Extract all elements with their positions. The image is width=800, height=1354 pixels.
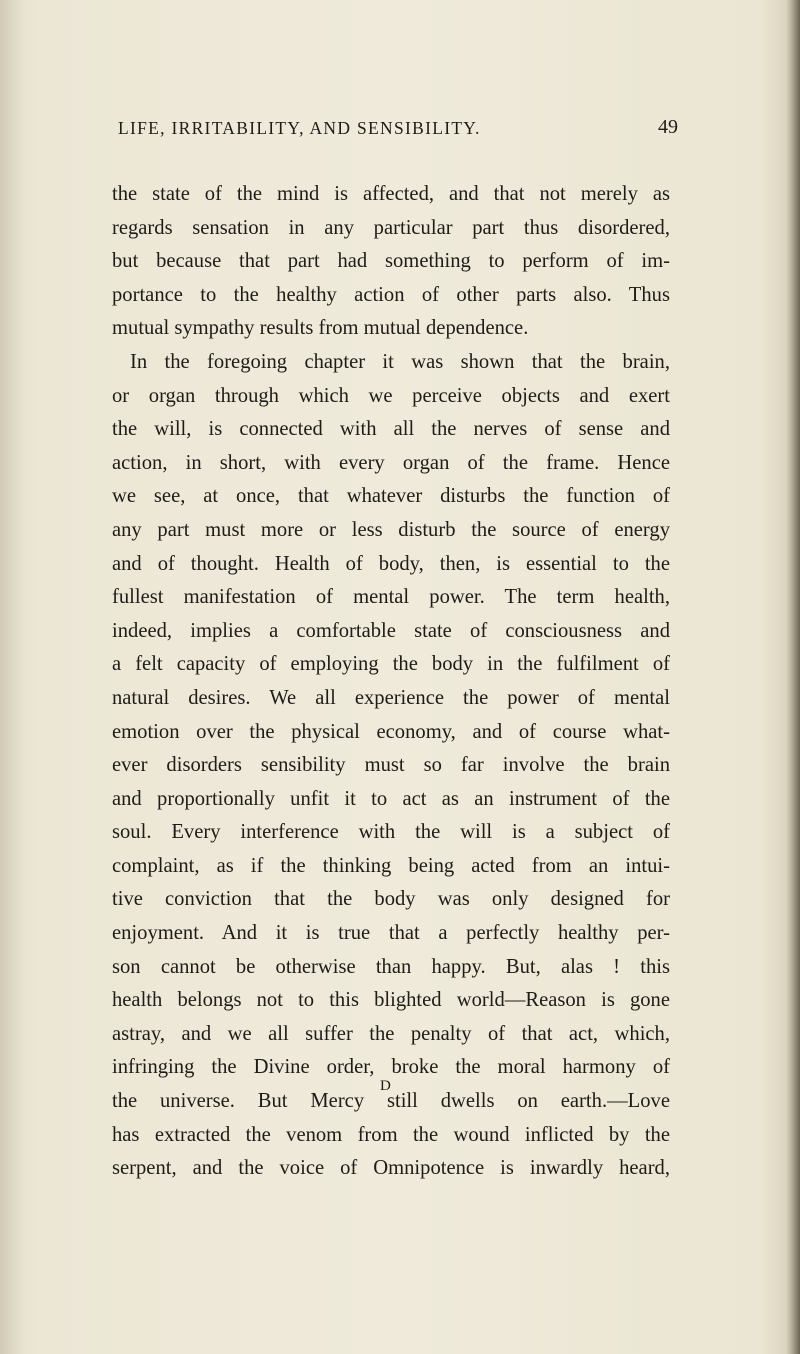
text-line: and proportionally unfit it to act as an instrument of the [112, 787, 670, 810]
running-head [118, 118, 678, 142]
text-line: action, in short, with every organ of the frame. Hence [112, 451, 670, 474]
text-line: ever disorders sensibility must so far involve the brain [112, 754, 670, 777]
text-line: soul. Every interference with the will is a subject of [112, 821, 670, 844]
page-edge-shadow [786, 0, 800, 1354]
text-line: portance to the healthy action of other parts also. Thus [112, 283, 670, 306]
text-line: any part must more or less disturb the source of energy [112, 518, 670, 541]
text-line: serpent, and the voice of Omnipotence is inwardly heard, [112, 1157, 670, 1180]
text-line: health belongs not to this blighted world—Reason is gone [112, 989, 670, 1012]
text-line: but because that part had something to perform of im- [112, 250, 670, 273]
text-line: regards sensation in any particular part thus disordered, [112, 216, 670, 239]
text-line: In the foregoing chapter it was shown that the brain, [130, 350, 670, 373]
page-number: 49 [658, 116, 678, 138]
text-line: and of thought. Health of body, then, is essential to the [112, 552, 670, 575]
text-line: we see, at once, that whatever disturbs the function of [112, 485, 670, 508]
text-line: enjoyment. And it is true that a perfectly healthy per- [112, 922, 670, 945]
text-line: tive conviction that the body was only designed for [112, 888, 670, 911]
signature-mark: D [380, 1078, 391, 1094]
text-line: fullest manifestation of mental power. The term health, [112, 586, 670, 609]
text-line: astray, and we all suffer the penalty of that act, which, [112, 1022, 670, 1045]
running-title: LIFE, IRRITABILITY, AND SENSIBILITY. [118, 118, 481, 138]
text-line: natural desires. We all experience the power of mental [112, 686, 670, 709]
text-line: emotion over the physical economy, and of course what- [112, 720, 670, 743]
text-line: indeed, implies a comfortable state of consciousness and [112, 619, 670, 642]
text-line: the state of the mind is affected, and that not merely as [112, 183, 670, 205]
text-line: has extracted the venom from the wound inflicted by the [112, 1123, 670, 1146]
page-gutter-shadow [0, 0, 24, 1354]
text-line: the will, is connected with all the nerves of sense and [112, 418, 670, 441]
text-line: the universe. But Mercy still dwells on earth.—Love [112, 1090, 670, 1113]
body-text [112, 178, 670, 1186]
text-line: a felt capacity of employing the body in the fulfilment of [112, 653, 670, 676]
text-line: mutual sympathy results from mutual dependence. [112, 317, 529, 340]
text-line: or organ through which we perceive objects and exert [112, 384, 670, 407]
text-line: son cannot be otherwise than happy. But, alas ! this [112, 955, 670, 978]
text-line: complaint, as if the thinking being acted from an intui- [112, 854, 670, 877]
text-line: infringing the Divine order, broke the moral harmony of [112, 1056, 670, 1079]
